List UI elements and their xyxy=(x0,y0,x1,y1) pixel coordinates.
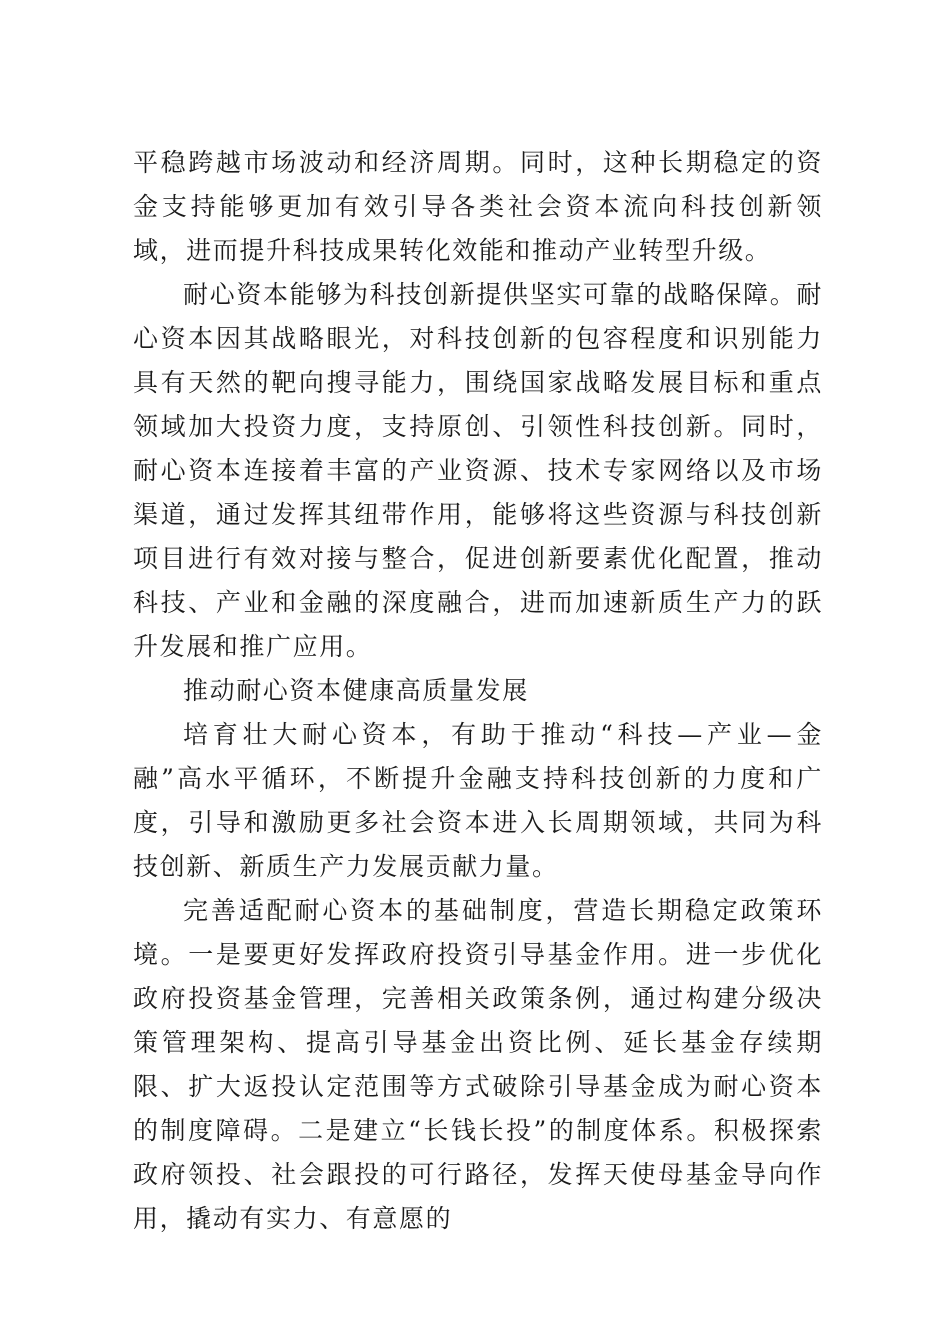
paragraph-continuation: 平稳跨越市场波动和经济周期。同时，这种长期稳定的资金支持能够更加有效引导各类社会资本流向科技创新领域，进而提升科技成果转化效能和推动产业转型升级。 xyxy=(133,148,823,265)
document-body xyxy=(133,141,823,1241)
paragraph-cultivate-patient-capital: 培育壮大耐心资本，有助于推动“科技—产业—金融”高水平循环，不断提升金融支持科技创新的力度和广度，引导和激励更多社会资本进入长周期领域，共同为科技创新、新质生产力发展贡献力量。 xyxy=(133,720,823,881)
section-heading: 推动耐心资本健康高质量发展 xyxy=(183,676,529,705)
paragraph-basic-system: 完善适配耐心资本的基础制度，营造长期稳定政策环境。一是要更好发挥政府投资引导基金作用。进一步优化政府投资基金管理，完善相关政策条例，通过构建分级决策管理架构、提高引导基金出资比例、延长基金存续期限、扩大返投认定范围等方式破除引导基金成为耐心资本的制度障碍。二是建立“长钱长投”的制度体系。积极探索政府领投、社会跟投的可行路径，发挥天使母基金导向作用，撬动有实力、有意愿的 xyxy=(133,896,823,1233)
paragraph-strategic-guarantee: 耐心资本能够为科技创新提供坚实可靠的战略保障。耐心资本因其战略眼光，对科技创新的包容程度和识别能力具有天然的靶向搜寻能力，围绕国家战略发展目标和重点领域加大投资力度，支持原创、引领性科技创新。同时，耐心资本连接着丰富的产业资源、技术专家网络以及市场渠道，通过发挥其纽带作用，能够将这些资源与科技创新项目进行有效对接与整合，促进创新要素优化配置，推动科技、产业和金融的深度融合，进而加速新质生产力的跃升发展和推广应用。 xyxy=(133,280,823,661)
